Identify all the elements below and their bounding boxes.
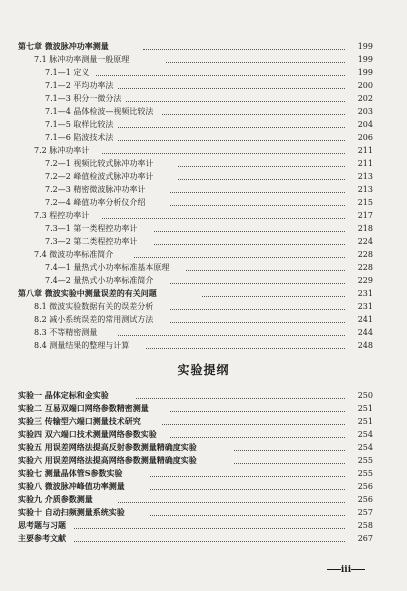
toc-entry-page: 199 (357, 42, 373, 51)
toc-entry-page: 199 (357, 68, 373, 77)
toc-entry-page: 202 (357, 94, 373, 103)
toc-entry-page: 199 (357, 55, 373, 64)
experiment-entry-title: 实验二 互易双端口网络参数精密测量 (18, 403, 149, 413)
toc-entry-page: 231 (357, 289, 373, 298)
toc-entry-title: 第七章 微波脉冲功率测量 (18, 41, 109, 51)
experiment-entry-title: 实验四 双六端口技术测量网络参数实验 (18, 429, 157, 439)
toc-entry-page: 213 (357, 172, 373, 181)
experiment-entry-page: 254 (357, 443, 373, 452)
toc-entry-page: 224 (357, 237, 373, 246)
toc-entry-title: 7.1—4 晶体检波—视频比较法 (45, 107, 154, 116)
toc-entry-title: 7.1—1 定义 (45, 68, 90, 77)
toc-entry-title: 7.1—3 积分一微分法 (45, 94, 122, 103)
experiment-entry-page: 267 (357, 534, 373, 543)
experiment-entry-title: 实验六 用误差网络法提高网络参数测量精确度实验 (18, 455, 197, 465)
toc-entry-page: 204 (357, 120, 373, 129)
toc-entry-title: 7.2 脉冲功率计 (34, 146, 90, 155)
experiment-entry-page: 256 (357, 495, 373, 504)
experiment-entry-page: 250 (357, 391, 373, 400)
toc-entry-page: 218 (357, 224, 373, 233)
toc-entry-title: 7.1—2 平均功率法 (45, 81, 114, 90)
experiment-entry-page: 251 (357, 417, 373, 426)
toc-entry-page: 244 (357, 328, 373, 337)
experiment-entry-title: 实验八 微波脉冲峰值功率测量 (18, 481, 125, 491)
toc-entry-page: 215 (357, 198, 373, 207)
experiment-entry-title: 思考题与习题 (18, 520, 66, 530)
toc-entry-page: 206 (357, 133, 373, 142)
toc-entry-page: 231 (357, 302, 373, 311)
experiment-entry-title: 实验七 测量晶体管S参数实验 (18, 468, 123, 478)
page-number (296, 563, 396, 577)
toc-entry-title: 第八章 微波实验中测量误差的有关问题 (18, 288, 157, 298)
toc-entry-page: 217 (357, 211, 373, 220)
experiment-entry-page: 256 (357, 482, 373, 491)
toc-entry-title: 7.2—4 峰值功率分析仪介绍 (45, 198, 146, 207)
experiment-entry-title: 实验九 介质参数测量 (18, 494, 93, 504)
page-number-dash-left (327, 569, 341, 570)
experiment-entry-page: 255 (357, 469, 373, 478)
page-number-text: iii (340, 565, 352, 575)
toc-entry-title: 8.3 不等精密测量 (34, 328, 98, 337)
experiment-entry (0, 428, 407, 441)
toc-entry-page: 228 (357, 250, 373, 259)
toc-entry (0, 339, 407, 352)
experiment-entry-page: 254 (357, 430, 373, 439)
toc-entry-title: 7.1—5 取样比较法 (45, 120, 114, 129)
toc-entry-title: 8.2 减小系统误差的常用测试方法 (34, 315, 154, 324)
toc-entry-page: 228 (357, 263, 373, 272)
experiments-heading: 实验提纲 (177, 363, 230, 377)
toc-entry-title: 8.1 微波实验数据有关的误差分析 (34, 302, 154, 311)
toc-entry-page: 248 (357, 341, 373, 350)
toc-entry-page: 241 (357, 315, 373, 324)
toc-entry-page: 211 (357, 146, 373, 155)
toc-entry-title: 7.2—1 视频比较式脉冲功率计 (45, 159, 154, 168)
toc-entry-title: 7.3—2 第二类程控功率计 (45, 237, 138, 246)
toc-entry-title: 7.2—2 峰值检波式脉冲功率计 (45, 172, 154, 181)
experiment-entry (0, 441, 407, 454)
toc-entry-title: 8.4 测量结果的整理与计算 (34, 341, 130, 350)
toc-entry-title: 7.4—1 量热式小功率标准基本原理 (45, 263, 170, 272)
toc-entry-page: 200 (357, 81, 373, 90)
toc-entry-title: 7.4 微波功率标准简介 (34, 250, 114, 259)
experiment-entry (0, 532, 407, 545)
toc-entry-page: 229 (357, 276, 373, 285)
experiment-entry-page: 257 (357, 508, 373, 517)
experiment-entry-title: 实验五 用误差网络法提高反射参数测量精确度实验 (18, 442, 197, 452)
experiment-entry-title: 主要参考文献 (18, 533, 66, 543)
toc-entry-title: 7.1—6 陷波技术法 (45, 133, 114, 142)
toc-entry-page: 211 (357, 159, 373, 168)
toc-entry-title: 7.2—3 精密微波脉冲功率计 (45, 185, 146, 194)
experiment-entry-page: 255 (357, 456, 373, 465)
toc-entry-title: 7.1 脉冲功率测量一般原理 (34, 55, 130, 64)
toc-entry-title: 7.3 程控功率计 (34, 211, 90, 220)
toc-entry-page: 213 (357, 185, 373, 194)
toc-entry-page: 203 (357, 107, 373, 116)
experiment-entry-title: 实验三 传输型六端口测量技术研究 (18, 416, 141, 426)
experiment-entry-page: 258 (357, 521, 373, 530)
experiment-entry-page: 251 (357, 404, 373, 413)
toc-entry-title: 7.4—2 量热式小功率标准简介 (45, 276, 154, 285)
experiment-entry-title: 实验十 自动扫频测量系统实验 (18, 507, 125, 517)
page-number-dash-right (351, 569, 365, 570)
experiment-entry-title: 实验一 晶体定标和金实验 (18, 390, 109, 400)
toc-entry-title: 7.3—1 第一类程控功率计 (45, 224, 138, 233)
